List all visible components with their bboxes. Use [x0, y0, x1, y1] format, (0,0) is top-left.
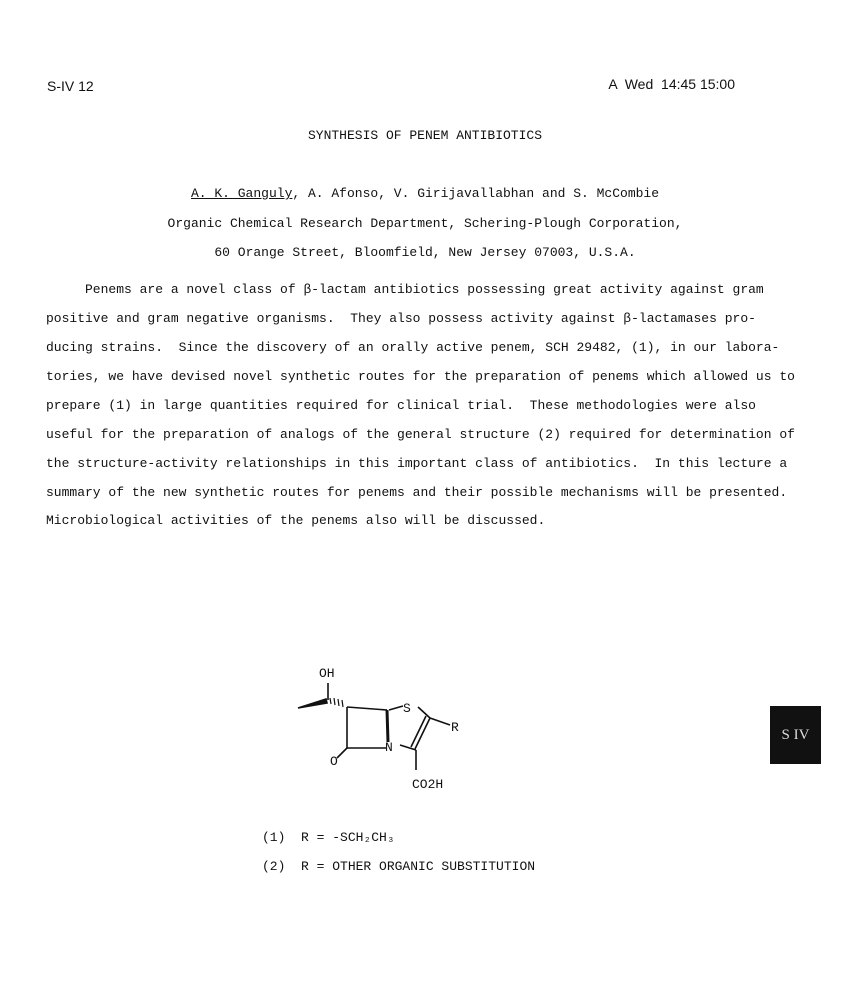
oxygen-label: O [330, 754, 338, 769]
session-code: S-IV 12 [47, 78, 94, 94]
abstract-line: ducing strains. Since the discovery of an orally active penem, SCH 29482, (1), in our labora- [46, 340, 780, 355]
hydroxyl-label: OH [319, 666, 335, 681]
abstract-line: Microbiological activities of the penems also will be discussed. [46, 513, 546, 528]
co-authors: , A. Afonso, V. Girijavallabhan and S. McCombie [292, 186, 660, 201]
compound-1-definition: (1) R = -SCH₂CH₃ [262, 830, 395, 845]
abstract-line: positive and gram negative organisms. They also possess activity against β-lactamases pro- [46, 311, 756, 326]
section-tab: S IV [770, 706, 821, 764]
abstract-line: useful for the preparation of analogs of the general structure (2) required for determination of [46, 427, 795, 442]
abstract-line: summary of the new synthetic routes for penems and their possible mechanisms will be presented. [46, 485, 788, 500]
carboxyl-label: CO2H [412, 777, 444, 792]
session-schedule: A Wed 14:45 15:00 [608, 76, 735, 92]
abstract-line: Penems are a novel class of β-lactam antibiotics possessing great activity against gram [46, 282, 764, 297]
abstract-line: tories, we have devised novel synthetic routes for the preparation of penems which allowed us to [46, 369, 795, 384]
presenting-author: A. K. Ganguly [190, 186, 293, 201]
address-line: 60 Orange Street, Bloomfield, New Jersey 07003, U.S.A. [214, 245, 636, 260]
abstract-line: the structure-activity relationships in this important class of antibiotics. In this lecture a [46, 456, 788, 471]
paper-title: SYNTHESIS OF PENEM ANTIBIOTICS [307, 128, 543, 143]
affiliation-line: Organic Chemical Research Department, Schering-Plough Corporation, [167, 216, 683, 231]
sulfur-label: S [403, 701, 411, 716]
r-group-label: R [451, 720, 459, 735]
abstract-line: prepare (1) in large quantities required for clinical trial. These methodologies were also [46, 398, 756, 413]
compound-2-definition: (2) R = OTHER ORGANIC SUBSTITUTION [262, 859, 536, 874]
nitrogen-label: N [385, 740, 393, 755]
